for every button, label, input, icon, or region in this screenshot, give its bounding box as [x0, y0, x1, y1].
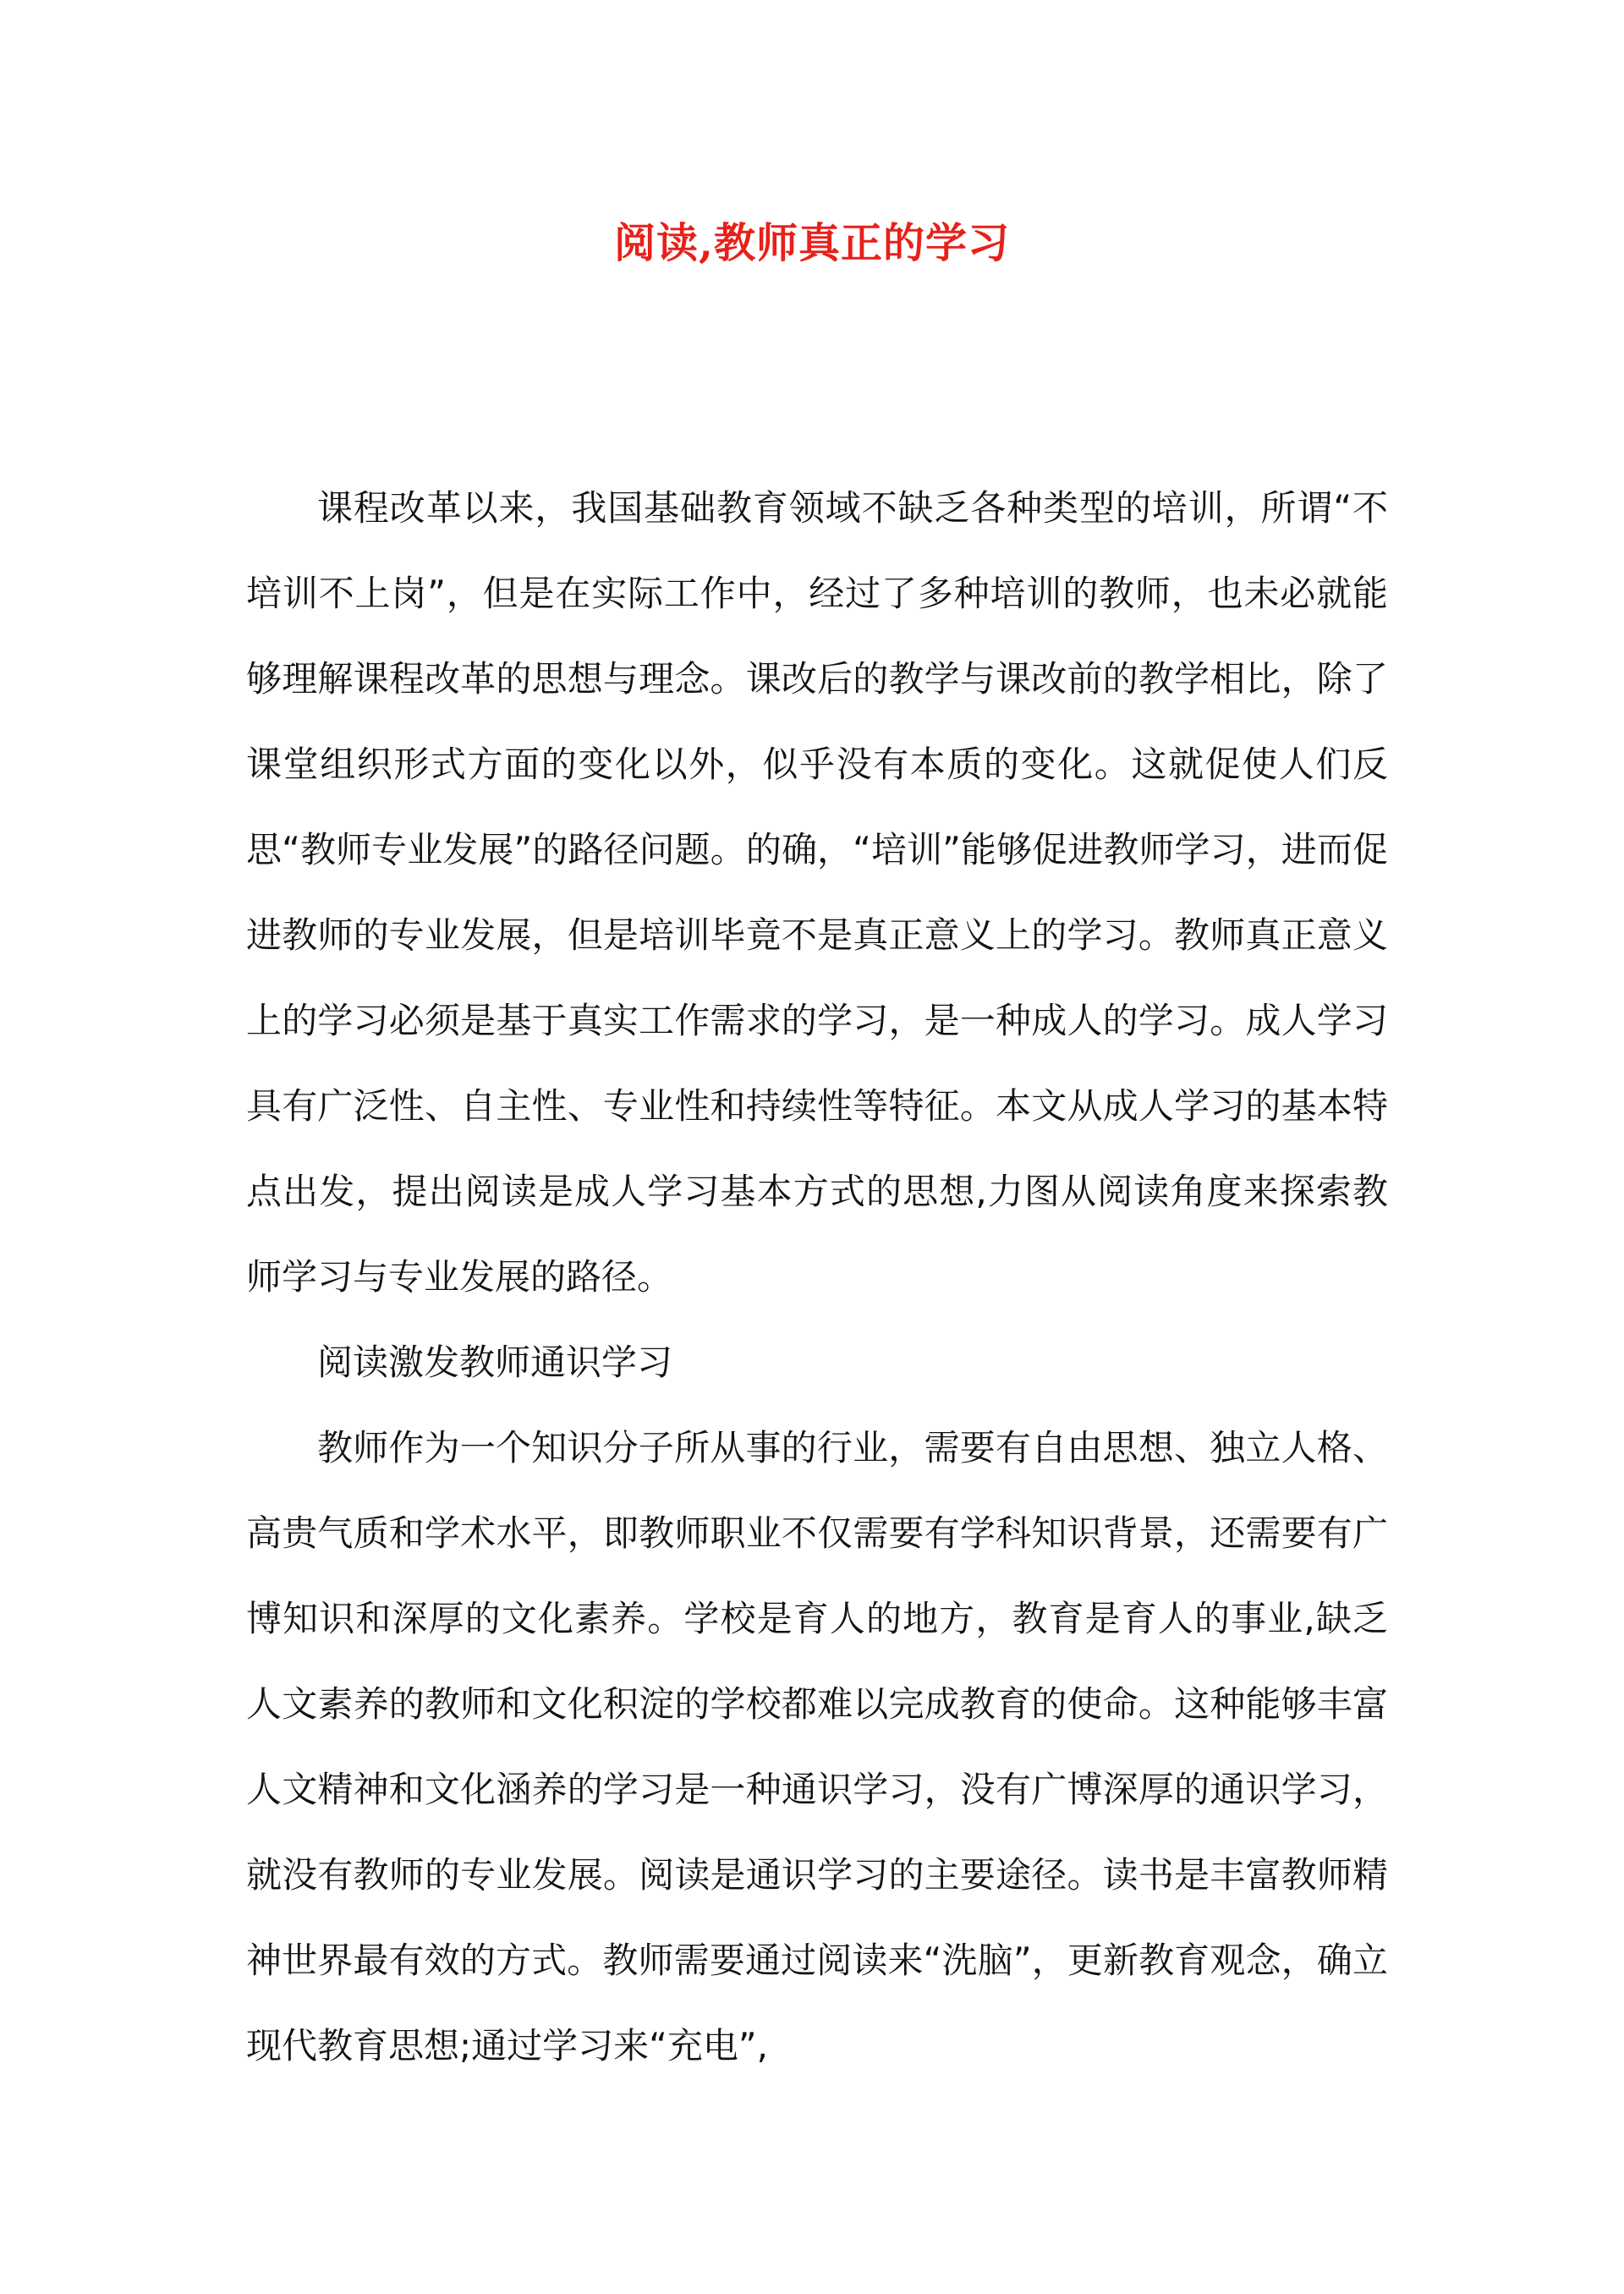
paragraph-general-learning: 教师作为一个知识分子所从事的行业，需要有自由思想、独立人格、高贵气质和学术水平，即教师职业不仅需要有学科知识背景，还需要有广博知识和深厚的文化素养。学校是育人的地方，教育是育人的事业,缺乏人文素养的教师和文化积淀的学校都难以完成教育的使命。这种能够丰富人文精神和文化涵养的学习是一种通识学习，没有广博深厚的通识学习，就没有教师的专业发展。阅读是通识学习的主要途径。读书是丰富教师精神世界最有效的方式。教师需要通过阅读来“洗脑”，更新教育观念，确立现代教育思想;通过学习来“充电”,: [246, 1427, 1388, 2066]
paragraph-intro: 课程改革以来，我国基础教育领域不缺乏各种类型的培训，所谓“不培训不上岗”，但是在实际工作中，经过了多种培训的教师，也未必就能够理解课程改革的思想与理念。课改后的教学与课改前的教学相比，除了课堂组织形式方面的变化以外，似乎没有本质的变化。这就促使人们反思“教师专业发展”的路径问题。的确，“培训”能够促进教师学习，进而促进教师的专业发展，但是培训毕竟不是真正意义上的学习。教师真正意义上的学习必须是基于真实工作需求的学习，是一种成人的学习。成人学习具有广泛性、自主性、专业性和持续性等特征。本文从成人学习的基本特点出发，提出阅读是成人学习基本方式的思想,力图从阅读角度来探索教师学习与专业发展的路径。: [246, 487, 1388, 1298]
document-body: [246, 465, 1388, 2088]
section-heading: 阅读激发教师通识学习: [317, 1342, 673, 1383]
document-title: 阅读,教师真正的学习: [613, 218, 1011, 267]
